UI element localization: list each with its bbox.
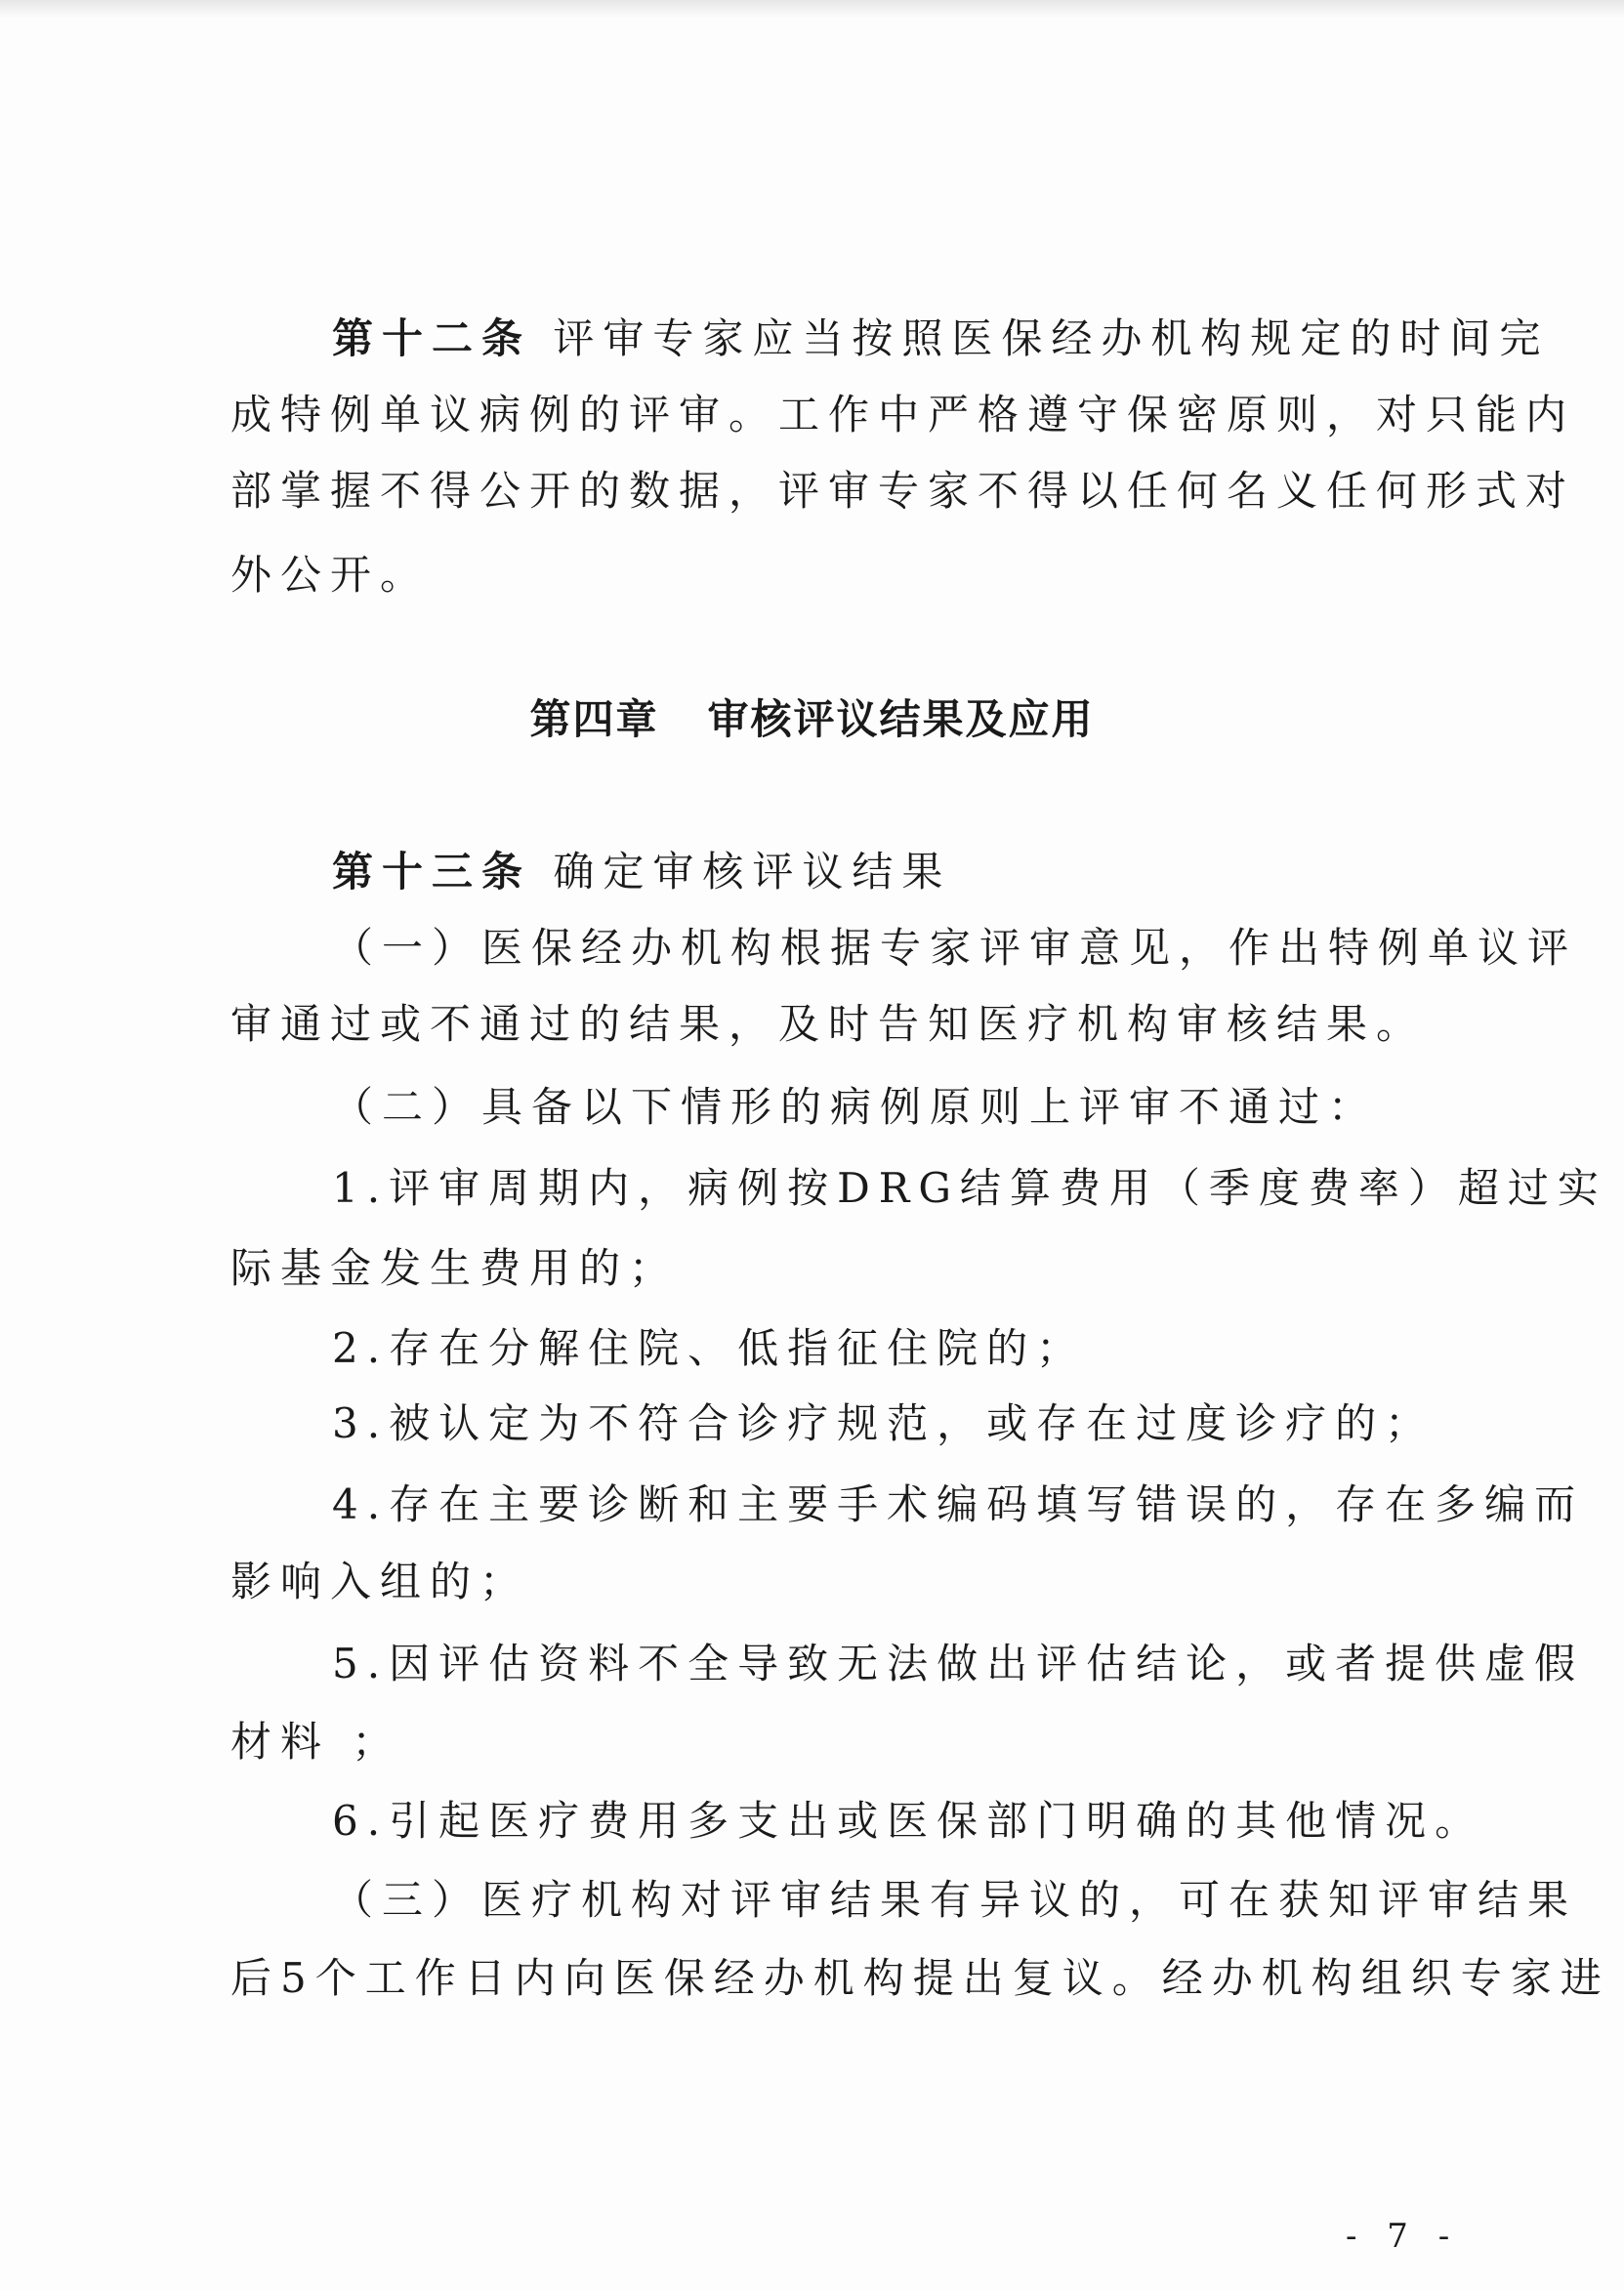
article-12-heading: 第十二条 xyxy=(332,314,532,362)
item-3-line-1: （三）医疗机构对评审结果有异议的，可在获知评审结果 xyxy=(332,1876,1578,1924)
chapter-number: 第四章 xyxy=(529,695,659,743)
chapter-heading xyxy=(0,695,1624,743)
article-13-heading-line xyxy=(332,848,1523,895)
item-1-line-1: （一）医保经办机构根据专家评审意见，作出特例单议评 xyxy=(332,924,1578,972)
article-12-text-1: 评审专家应当按照医保经办机构规定的时间完 xyxy=(553,314,1550,362)
scan-shadow xyxy=(0,0,1624,18)
article-13-title: 确定审核评议结果 xyxy=(553,848,952,895)
chapter-title: 审核评议结果及应用 xyxy=(707,695,1095,743)
article-12-line-2: 成特例单议病例的评审。工作中严格遵守保密原则，对只能内 xyxy=(230,391,1576,438)
item-2: （二）具备以下情形的病例原则上评审不通过： xyxy=(332,1083,1379,1131)
condition-5-line-1: 5.因评估资料不全导致无法做出评估结论，或者提供虚假 xyxy=(332,1640,1585,1687)
condition-2: 2.存在分解住院、低指征住院的； xyxy=(332,1324,1087,1372)
condition-6: 6.引起医疗费用多支出或医保部门明确的其他情况。 xyxy=(332,1797,1485,1845)
condition-5-line-2: 材料 ； xyxy=(230,1718,402,1766)
condition-1-line-1: 1.评审周期内，病例按DRG结算费用（季度费率）超过实 xyxy=(332,1164,1607,1212)
item-3-line-2: 后5个工作日内向医保经办机构提出复议。经办机构组织专家进 xyxy=(230,1954,1610,2002)
condition-4-line-2: 影响入组的； xyxy=(230,1558,530,1605)
condition-1-line-2: 际基金发生费用的； xyxy=(230,1244,680,1292)
condition-4-line-1: 4.存在主要诊断和主要手术编码填写错误的，存在多编而 xyxy=(332,1480,1585,1528)
article-12-line-3: 部掌握不得公开的数据，评审专家不得以任何名义任何形式对 xyxy=(230,467,1576,515)
condition-3: 3.被认定为不符合诊疗规范，或存在过度诊疗的； xyxy=(332,1399,1436,1447)
article-13-heading: 第十三条 xyxy=(332,848,532,895)
article-12-line-4: 外公开。 xyxy=(230,551,431,599)
article-12-line-1 xyxy=(332,314,1550,362)
item-1-line-2: 审通过或不通过的结果，及时告知医疗机构审核结果。 xyxy=(230,1000,1427,1048)
page-number: - 7 - xyxy=(1346,2217,1460,2256)
